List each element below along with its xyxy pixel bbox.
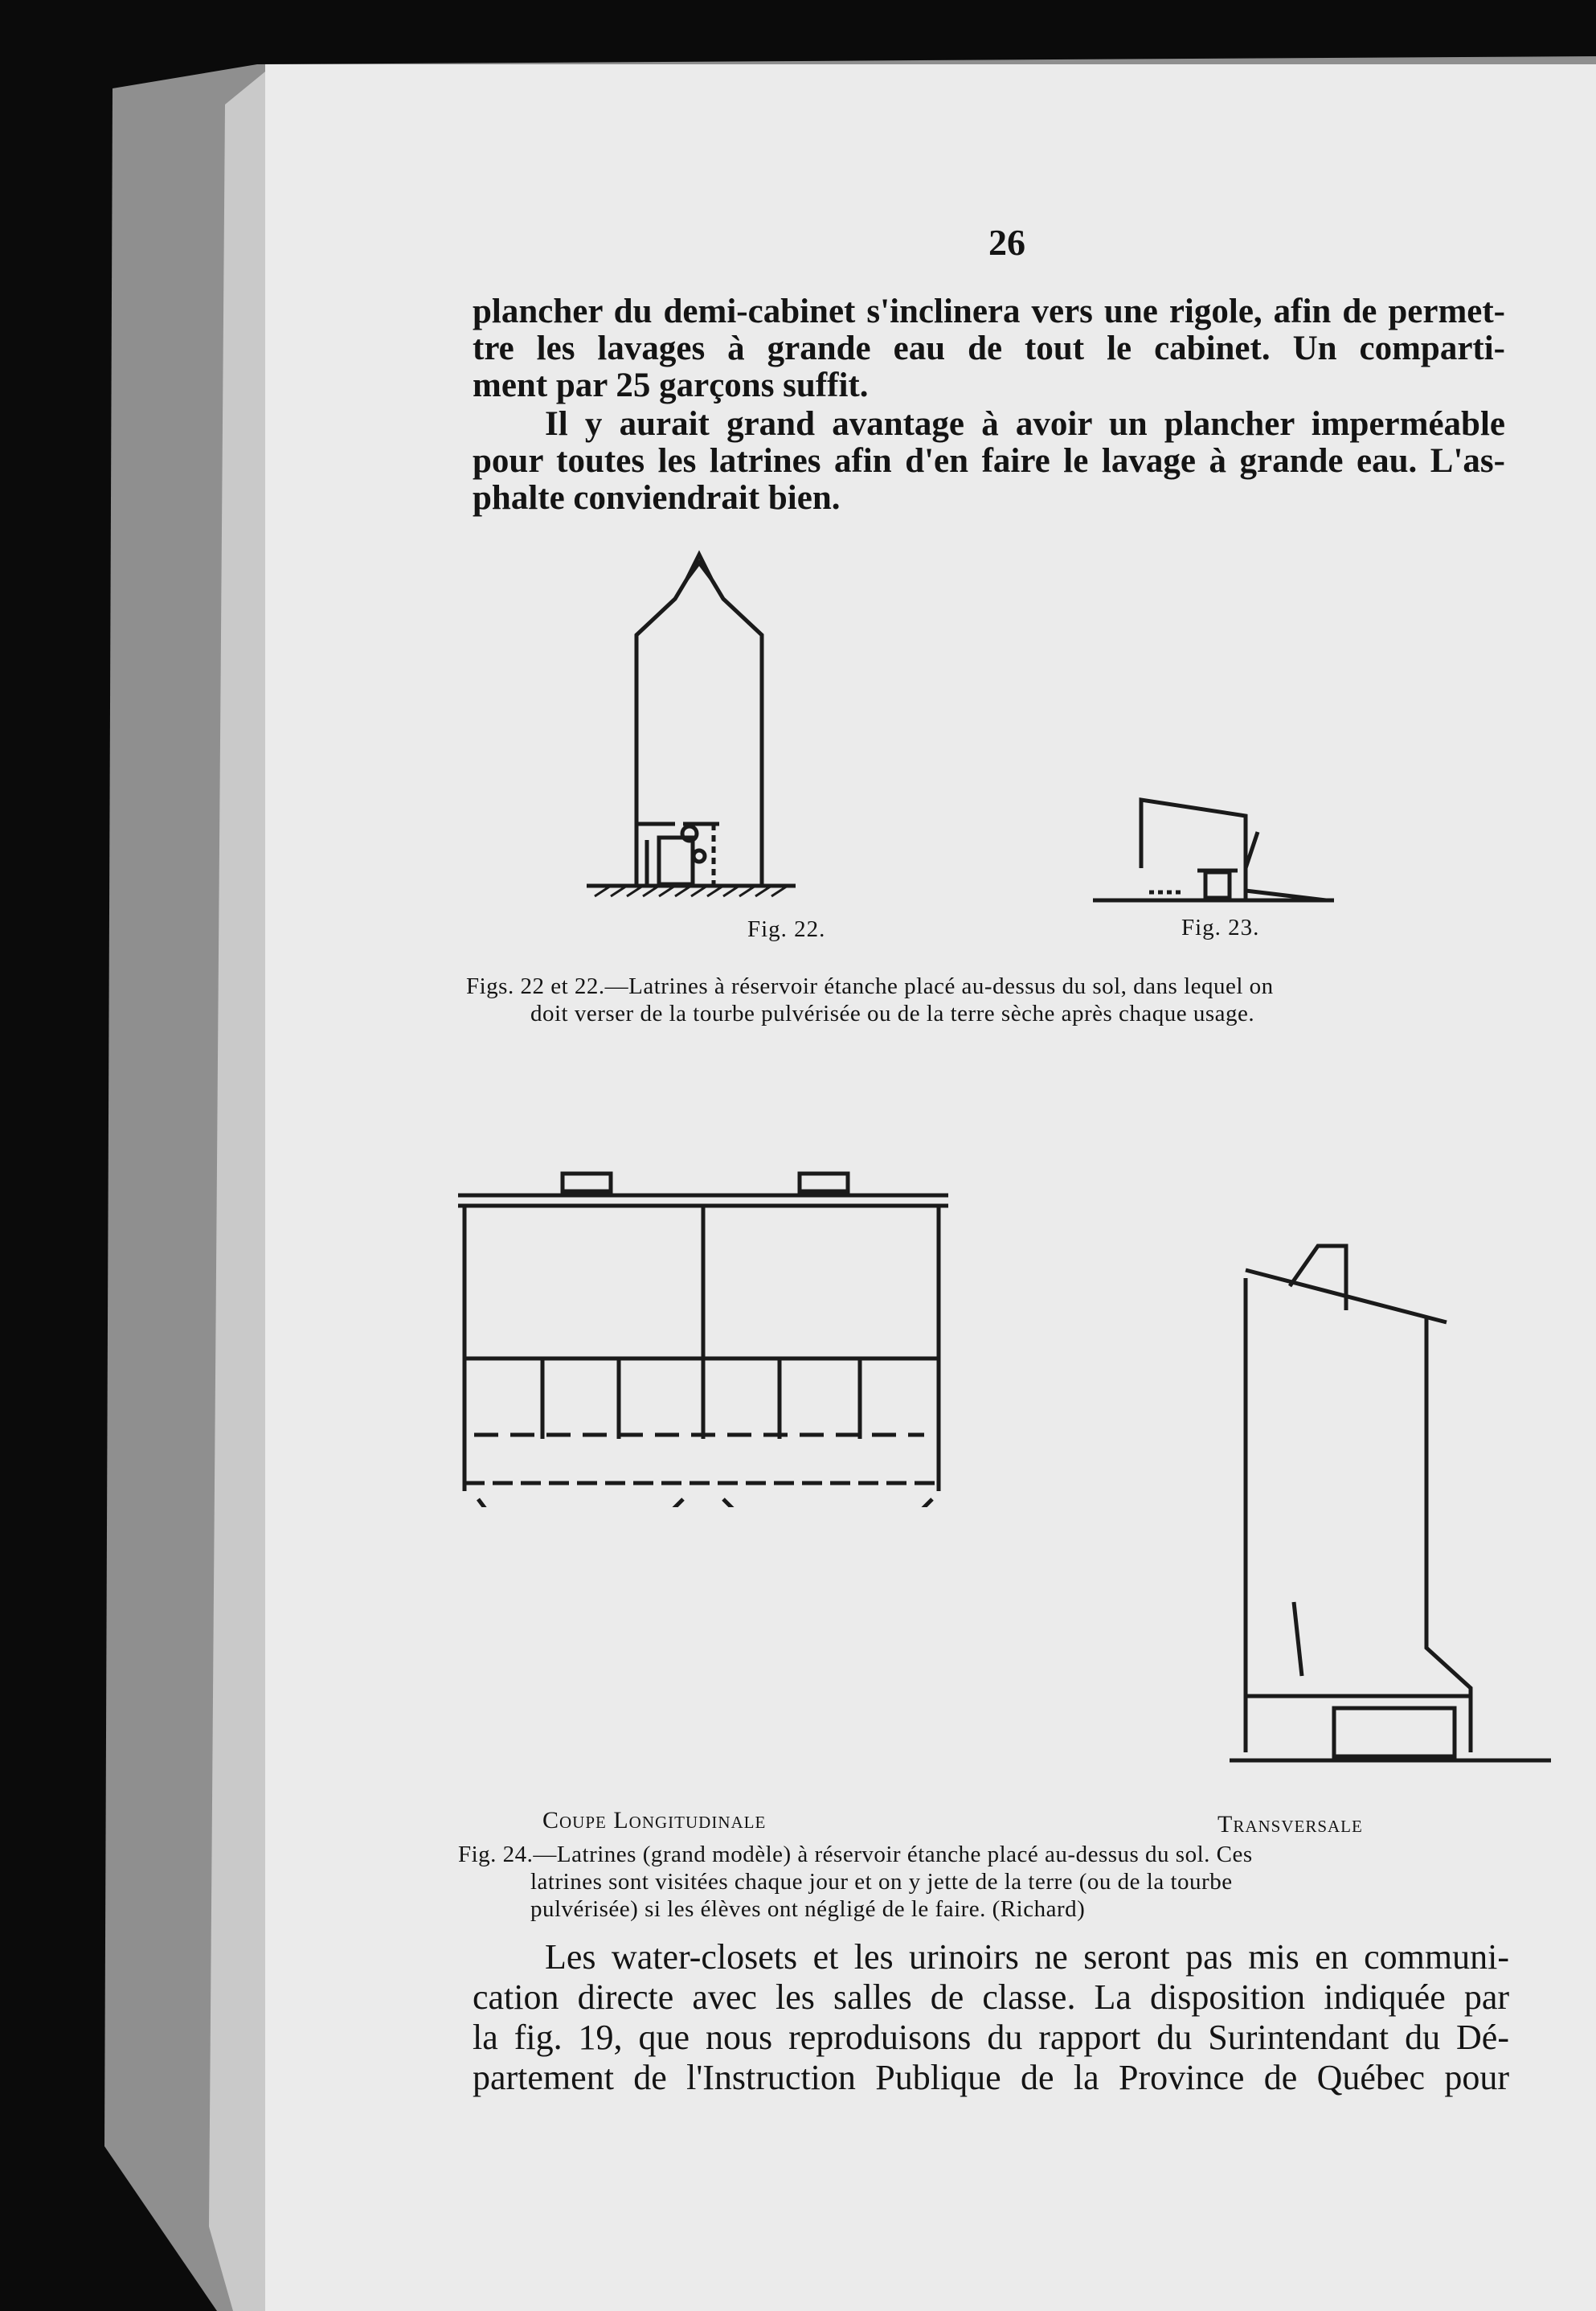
figure-24-label-transversal: Transversale bbox=[1217, 1811, 1363, 1838]
caption-line: doit verser de la tourbe pulvérisée ou de la terre sèche après chaque usage. bbox=[530, 1001, 1255, 1026]
figures-22-23-caption bbox=[466, 973, 1519, 1027]
figure-24-transversal-drawing bbox=[1230, 1238, 1559, 1784]
text-line: ment par 25 garçons suffit. bbox=[473, 367, 869, 404]
text-line: tre les lavages à grande eau de tout le cabinet. Un comparti- bbox=[473, 330, 1505, 367]
figure-22-drawing bbox=[587, 539, 876, 916]
page-number: 26 bbox=[988, 222, 1025, 263]
caption-line: Figs. 22 et 22.—Latrines à réservoir étanche placé au-dessus du sol, dans lequel on bbox=[466, 973, 1274, 999]
caption-line: Fig. 24.—Latrines (grand modèle) à réservoir étanche placé au-dessus du sol. Ces bbox=[458, 1842, 1253, 1867]
caption-line: latrines sont visitées chaque jour et on y jette de la terre (ou de la tourbe bbox=[530, 1869, 1233, 1895]
text-line: partement de l'Instruction Publique de la Province de Québec pour bbox=[473, 2058, 1509, 2097]
figure-23-label: Fig. 23. bbox=[1181, 915, 1260, 940]
text-line: phalte conviendrait bien. bbox=[473, 479, 841, 517]
text-line: cation directe avec les salles de classe. La disposition indiquée par bbox=[473, 1977, 1509, 2017]
figure-24-caption bbox=[458, 1841, 1523, 1923]
text-line: pour toutes les latrines afin d'en faire le lavage à grande eau. L'as- bbox=[473, 442, 1505, 480]
text-line: la fig. 19, que nous reproduisons du rapport du Surintendant du Dé- bbox=[473, 2018, 1509, 2057]
caption-line: pulvérisée) si les élèves ont négligé de le faire. (Richard) bbox=[530, 1896, 1086, 1922]
figure-24-longitudinal-drawing bbox=[386, 1162, 1029, 1507]
book-page bbox=[265, 64, 1596, 2311]
paragraph-2 bbox=[473, 406, 1505, 517]
figure-23-drawing bbox=[1085, 788, 1342, 908]
paragraph-3 bbox=[473, 1937, 1509, 2098]
figure-22-label: Fig. 22. bbox=[747, 916, 826, 942]
text-line: Les water-closets et les urinoirs ne seront pas mis en communi- bbox=[545, 1937, 1509, 1977]
paragraph-1 bbox=[473, 293, 1505, 404]
text-line: plancher du demi-cabinet s'inclinera vers une rigole, afin de permet- bbox=[473, 293, 1505, 330]
figure-24-label-longitudinal: Coupe Longitudinale bbox=[542, 1807, 767, 1834]
text-line: Il y aurait grand avantage à avoir un plancher imperméable bbox=[545, 405, 1505, 443]
